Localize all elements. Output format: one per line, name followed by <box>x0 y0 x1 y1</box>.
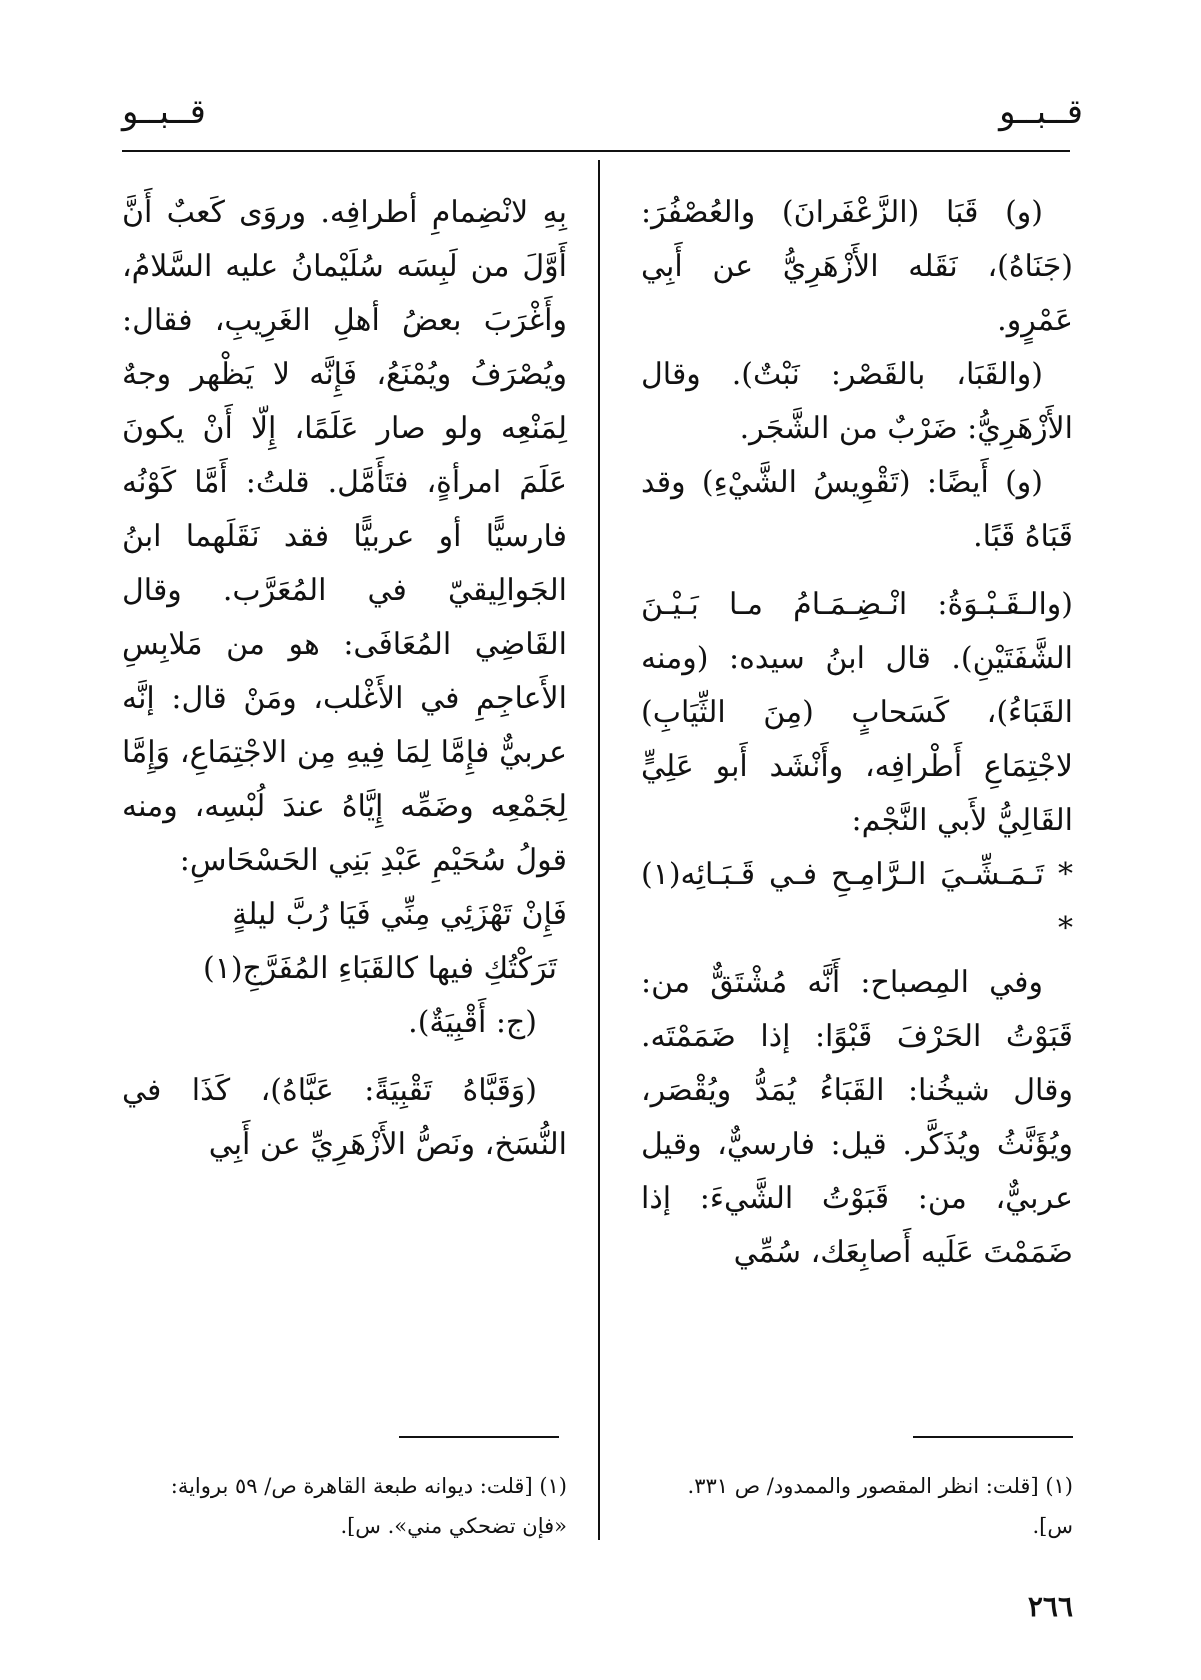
verse-quote: * تَـمَـشِّـيَ الـرَّامِـحِ فـي قَـبَـائِه(١) * <box>641 857 1073 946</box>
footnote-rule-left <box>399 1436 559 1438</box>
running-header-left: قــبــو <box>122 92 206 132</box>
entry-paragraph: (والقَبَا، بالقَصْر: نَبْتٌ). وقال الأَزْهَرِيُّ: ضَرْبٌ من الشَّجَر. <box>641 357 1073 446</box>
right-column <box>641 186 1073 1280</box>
footnote-rule-right <box>913 1436 1073 1438</box>
verse-line: تَرَكْتُكِ فيها كالقَبَاءِ المُفَرَّجِ(١) <box>203 951 557 986</box>
entry-paragraph: وفي المِصباح: أَنَّه مُشْتَقٌّ من: قَبَوْتُ الحَرْفَ قَبْوًا: إذا ضَمَمْتَه. وقال شيخُنا: القَبَاءُ يُمَدُّ ويُقْصَر، ويُؤَنَّثُ ويُذَكَّر. قيل: فارسيٌّ، وقيل عربيٌّ، من: قَبَوْتُ الشَّيءَ: إذا ضَمَمْتَ عَلَيه أَصابِعَك، سُمِّي <box>641 965 1073 1270</box>
entry-paragraph: (ج: أَقْبِيَةٌ). <box>408 1005 537 1040</box>
entry-paragraph: (والـقَـبْـوَةُ: انْـضِـمَـامُ مـا بَـيْـنَ الشَّفَتَيْنِ). قال ابنُ سيده: (ومنه القَبَاءُ)، كَسَحابٍ (مِنَ الثِّيَابِ) لاجْتِمَاعِ أَطْرافِه، وأَنْشَد أَبو عَلِيٍّ القَالِيُّ لأَبي النَّجْم: <box>641 587 1073 838</box>
footnote-left: (١) [قلت: ديوانه طبعة القاهرة ص/ ٥٩ برواية: «فإن تضحكي مني». س]. <box>170 1474 567 1538</box>
column-divider <box>598 160 600 1540</box>
entry-paragraph: (و) قَبَا (الزَّعْفَرانَ) والعُصْفُرَ: (جَنَاهُ)، نَقَله الأَزْهَرِيُّ عن أَبِي عَمْرٍو. <box>641 195 1073 338</box>
header-rule <box>122 150 1070 152</box>
entry-paragraph: بِهِ لانْضِمامِ أطرافِه. وروَى كَعبٌ أَنَّ أَوَّلَ من لَبِسَه سُلَيْمانُ عليه السَّلامُ، وأَغْرَبَ بعضُ أهلِ الغَرِيبِ، فقال: ويُصْرَفُ ويُمْنَعُ، فَإِنَّه لا يَظْهر وجهٌ لِمَنْعِه ولو صار عَلَمًا، إِلّا أَنْ يكونَ عَلَمَ امرأةٍ، فتَأَمَّل. قلتُ: أَمَّا كَوْنُه فارسيًّا أو عربيًّا فقد نَقَلَهما ابنُ الجَوالِيقيّ في المُعَرَّب. وقال القَاضِي المُعَافَى: هو من مَلابِسِ الأَعاجِمِ في الأَغْلب، ومَنْ قال: إنَّه عربيٌّ فإِمَّا لِمَا فِيهِ مِن الاجْتِمَاعِ، وَإِمَّا لِجَمْعِه وضَمِّه إِيَّاهُ عندَ لُبْسِه، ومنه قولُ سُحَيْمِ عَبْدِ بَنِي الحَسْحَاسِ: <box>122 195 567 878</box>
running-header-right: قــبــو <box>999 92 1083 132</box>
page-number: ٢٦٦ <box>1027 1590 1073 1623</box>
verse-line: فَإِنْ تَهْزَئِي مِنِّي فَيَا رُبَّ ليلةٍ <box>232 897 567 932</box>
entry-paragraph: (وَقَبَّاهُ تَقْبِيَةً: عَبَّاهُ)، كَذَا في النُّسَخ، ونَصُّ الأَزْهَرِيِّ عن أَبِي <box>122 1073 567 1162</box>
footnote-right: (١) [قلت: انظر المقصور والممدود/ ص ٣٣١. س]. <box>687 1474 1073 1538</box>
left-column <box>122 186 567 1172</box>
entry-paragraph: (و) أَيضًا: (تَقْوِيسُ الشَّيْءِ) وقد قَبَاهُ قَبًا. <box>641 465 1073 554</box>
